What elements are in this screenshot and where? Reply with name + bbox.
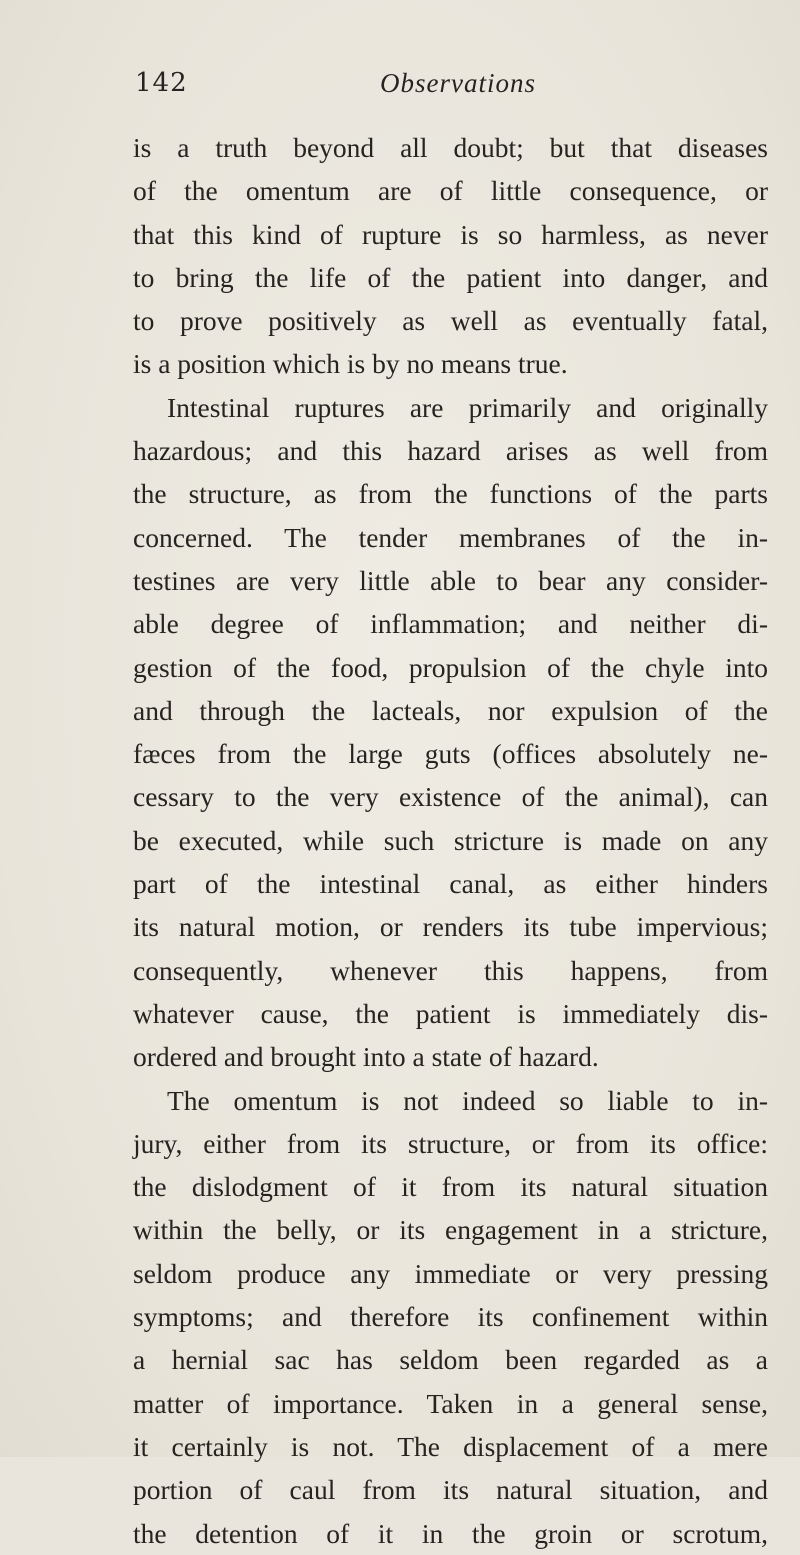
text-line: is a position which is by no means true.	[133, 348, 568, 380]
text-line: symptoms; and therefore its confinement within	[133, 1301, 768, 1333]
body-text	[133, 126, 768, 1555]
text-line: the structure, as from the functions of the parts	[133, 478, 768, 510]
text-line: consequently, whenever this happens, from	[133, 954, 768, 986]
text-line: Intestinal ruptures are primarily and originally	[167, 391, 768, 423]
text-line: the dislodgment of it from its natural situation	[133, 1171, 768, 1203]
text-line: a hernial sac has seldom been regarded as a	[133, 1344, 768, 1376]
text-line: and through the lacteals, nor expulsion of the	[133, 694, 768, 726]
text-line: The omentum is not indeed so liable to in-	[167, 1084, 768, 1116]
text-line: able degree of inflammation; and neither di-	[133, 608, 768, 640]
text-line: portion of caul from its natural situation, and	[133, 1474, 768, 1506]
text-line: it certainly is not. The displacement of a mere	[133, 1430, 768, 1462]
text-line: cessary to the very existence of the animal), can	[133, 781, 768, 813]
page-header	[135, 68, 735, 108]
text-line: seldom produce any immediate or very pressing	[133, 1257, 768, 1289]
text-line: its natural motion, or renders its tube impervious;	[133, 911, 768, 943]
running-head: Observations	[380, 68, 536, 98]
text-line: that this kind of rupture is so harmless, as never	[133, 218, 768, 250]
text-line: testines are very little able to bear any consider-	[133, 564, 768, 596]
text-line: matter of importance. Taken in a general sense,	[133, 1387, 768, 1419]
text-line: hazardous; and this hazard arises as well from	[133, 435, 768, 467]
text-line: ordered and brought into a state of hazard.	[133, 1041, 599, 1073]
text-line: the detention of it in the groin or scrotum,	[133, 1517, 768, 1549]
text-line: within the belly, or its engagement in a stricture,	[133, 1214, 768, 1246]
text-line: to prove positively as well as eventually fatal,	[133, 305, 768, 337]
text-line: gestion of the food, propulsion of the chyle into	[133, 651, 768, 683]
text-line: to bring the life of the patient into danger, and	[133, 261, 768, 293]
text-line: concerned. The tender membranes of the in-	[133, 521, 768, 553]
text-line: part of the intestinal canal, as either hinders	[133, 868, 768, 900]
text-line: is a truth beyond all doubt; but that diseases	[133, 132, 768, 163]
text-line: of the omentum are of little consequence, or	[133, 175, 768, 207]
text-line: fæces from the large guts (offices absolutely ne-	[133, 738, 768, 770]
text-line: whatever cause, the patient is immediately dis-	[133, 997, 768, 1029]
page-number: 142	[135, 68, 188, 98]
text-line: be executed, while such stricture is made on any	[133, 824, 768, 856]
text-line: jury, either from its structure, or from its office:	[133, 1127, 768, 1159]
